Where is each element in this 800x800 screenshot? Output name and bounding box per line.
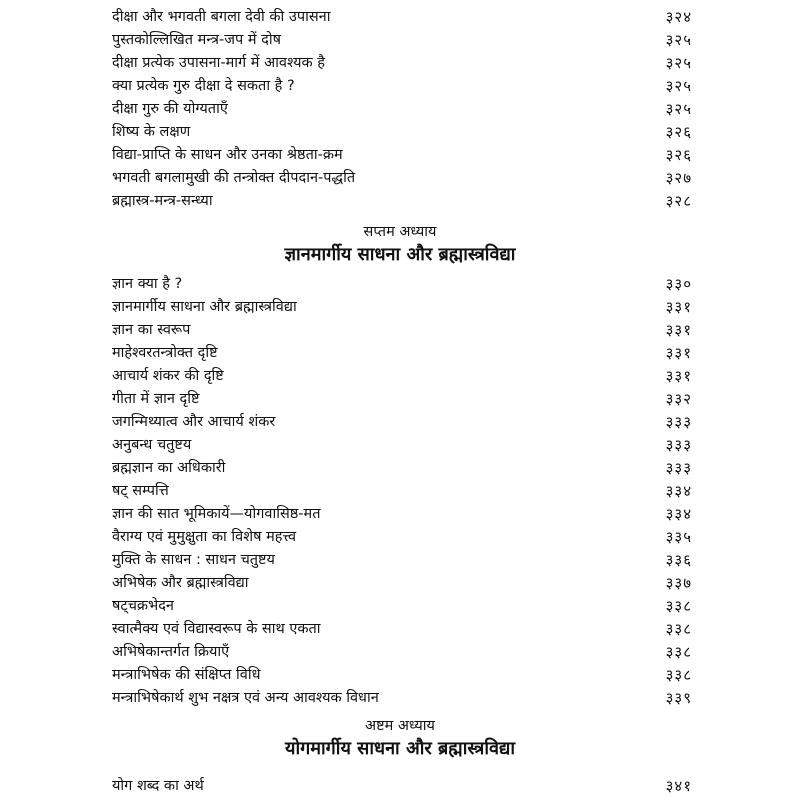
toc-entry	[112, 296, 692, 319]
toc-entry	[112, 121, 692, 144]
toc-entry-page: ३३६	[665, 551, 692, 569]
toc-entry	[112, 411, 692, 434]
toc-entry-title: गीता में ज्ञान दृष्टि	[112, 391, 200, 407]
toc-entry	[112, 664, 692, 687]
toc-entry-page: ३३३	[665, 413, 692, 431]
toc-entry-title: ब्रह्मास्त्र-मन्त्र-सन्ध्या	[112, 193, 213, 209]
toc-entry-page: ३२८	[665, 192, 692, 210]
toc-entry	[112, 6, 692, 29]
toc-entry-page: ३३४	[665, 482, 692, 500]
toc-entry-page: ३३१	[665, 321, 692, 339]
toc-entry-page: ३४१	[665, 777, 692, 795]
toc-entry-title: क्या प्रत्येक गुरु दीक्षा दे सकता है ?	[112, 78, 295, 94]
toc-entry-page: ३३२	[665, 390, 692, 408]
toc-entry-title: षट् सम्पत्ति	[112, 483, 169, 499]
toc-entry-page: ३३७	[665, 574, 692, 592]
toc-entry-page: ३३०	[665, 275, 692, 293]
toc-entry-title: योग शब्द का अर्थ	[112, 778, 204, 794]
chapter-8-title: योगमार्गीय साधना और ब्रह्मास्त्रविद्या	[285, 738, 515, 759]
toc-entry-title: षट्चक्रभेदन	[112, 598, 174, 614]
toc-entry	[112, 365, 692, 388]
toc-entry-title: दीक्षा प्रत्येक उपासना-मार्ग में आवश्यक है	[112, 55, 325, 71]
toc-entry-title: ज्ञान की सात भूमिकायें—योगवासिष्ठ-मत	[112, 506, 321, 522]
chapter-7-title: ज्ञानमार्गीय साधना और ब्रह्मास्त्रविद्या	[284, 244, 516, 265]
toc-entry	[112, 190, 692, 213]
toc-entry	[112, 319, 692, 342]
toc-entry-title: दीक्षा और भगवती बगला देवी की उपासना	[112, 9, 331, 25]
toc-entry-page: ३३५	[665, 528, 692, 546]
toc-entry-page: ३२५	[665, 54, 692, 72]
chapter-8-label: अष्टम अध्याय	[365, 718, 435, 734]
toc-entry	[112, 572, 692, 595]
toc-entry	[112, 457, 692, 480]
toc-entry-page: ३२६	[665, 146, 692, 164]
toc-entry-title: मुक्ति के साधन : साधन चतुष्टय	[112, 552, 275, 568]
toc-entry	[112, 434, 692, 457]
toc-entry-page: ३३८	[665, 597, 692, 615]
toc-entry-title: माहेश्वरतन्त्रोक्त दृष्टि	[112, 345, 218, 361]
toc-entry-page: ३३१	[665, 367, 692, 385]
toc-entry	[112, 52, 692, 75]
toc-entry-title: दीक्षा गुरु की योग्यताएँ	[112, 101, 228, 117]
toc-entry-title: आचार्य शंकर की दृष्टि	[112, 368, 224, 384]
toc-entry-page: ३३८	[665, 643, 692, 661]
toc-entry	[112, 29, 692, 52]
toc-entry-page: ३३३	[665, 436, 692, 454]
toc-entry-page: ३३८	[665, 620, 692, 638]
toc-entry-title: ज्ञान का स्वरूप	[112, 322, 191, 338]
toc-entry-title: जगन्मिथ्यात्व और आचार्य शंकर	[112, 414, 276, 430]
toc-entry	[112, 641, 692, 664]
toc-entry-page: ३३९	[665, 689, 692, 707]
toc-entry-title: ज्ञानमार्गीय साधना और ब्रह्मास्त्रविद्या	[112, 299, 297, 315]
toc-entry-title: वैराग्य एवं मुमुक्षुता का विशेष महत्त्व	[112, 529, 297, 545]
toc-entry-title: ज्ञान क्या है ?	[112, 276, 183, 292]
toc-entry-title: स्वात्मैक्य एवं विद्यास्वरूप के साथ एकता	[112, 621, 321, 637]
toc-entry	[112, 144, 692, 167]
toc-entry-title: मन्त्राभिषेकार्थ शुभ नक्षत्र एवं अन्य आवश्यक विधान	[112, 690, 379, 706]
toc-entry-page: ३२६	[665, 123, 692, 141]
toc-entry-title: शिष्य के लक्षण	[112, 124, 191, 140]
chapter-7-label: सप्तम अध्याय	[363, 224, 437, 240]
toc-entry-page: ३२७	[665, 169, 692, 187]
toc-entry	[112, 342, 692, 365]
toc-entry-page: ३३४	[665, 505, 692, 523]
toc-entry	[112, 167, 692, 190]
toc-entry	[112, 98, 692, 121]
toc-entry-page: ३३१	[665, 298, 692, 316]
toc-entry	[112, 480, 692, 503]
toc-entry-title: पुस्तकोल्लिखित मन्त्र-जप में दोष	[112, 32, 281, 48]
toc-entry-title: अनुबन्ध चतुष्टय	[112, 437, 192, 453]
toc-entry-page: ३२५	[665, 31, 692, 49]
toc-entry-page: ३३३	[665, 459, 692, 477]
toc-entry	[112, 526, 692, 549]
toc-entry	[112, 75, 692, 98]
toc-entry-title: मन्त्राभिषेक की संक्षिप्त विधि	[112, 667, 261, 683]
toc-entry-title: विद्या-प्राप्ति के साधन और उनका श्रेष्ठता-क्रम	[112, 147, 343, 163]
toc-entry-page: ३२५	[665, 100, 692, 118]
toc-entry-title: भगवती बगलामुखी की तन्त्रोक्त दीपदान-पद्धति	[112, 170, 356, 186]
toc-entry	[112, 549, 692, 572]
toc-entry-page: ३२५	[665, 77, 692, 95]
toc-entry-page: ३३१	[665, 344, 692, 362]
toc-entry	[112, 595, 692, 618]
toc-entry	[112, 618, 692, 641]
toc-entry-page: ३२४	[665, 8, 692, 26]
toc-entry-title: ब्रह्मज्ञान का अधिकारी	[112, 460, 226, 476]
toc-entry	[112, 687, 692, 710]
toc-entry	[112, 388, 692, 411]
toc-entry	[112, 775, 692, 798]
toc-entry	[112, 503, 692, 526]
toc-entry-page: ३३८	[665, 666, 692, 684]
toc-entry-title: अभिषेक और ब्रह्मास्त्रविद्या	[112, 575, 249, 591]
toc-entry-title: अभिषेकान्तर्गत क्रियाएँ	[112, 644, 230, 660]
toc-entry	[112, 273, 692, 296]
